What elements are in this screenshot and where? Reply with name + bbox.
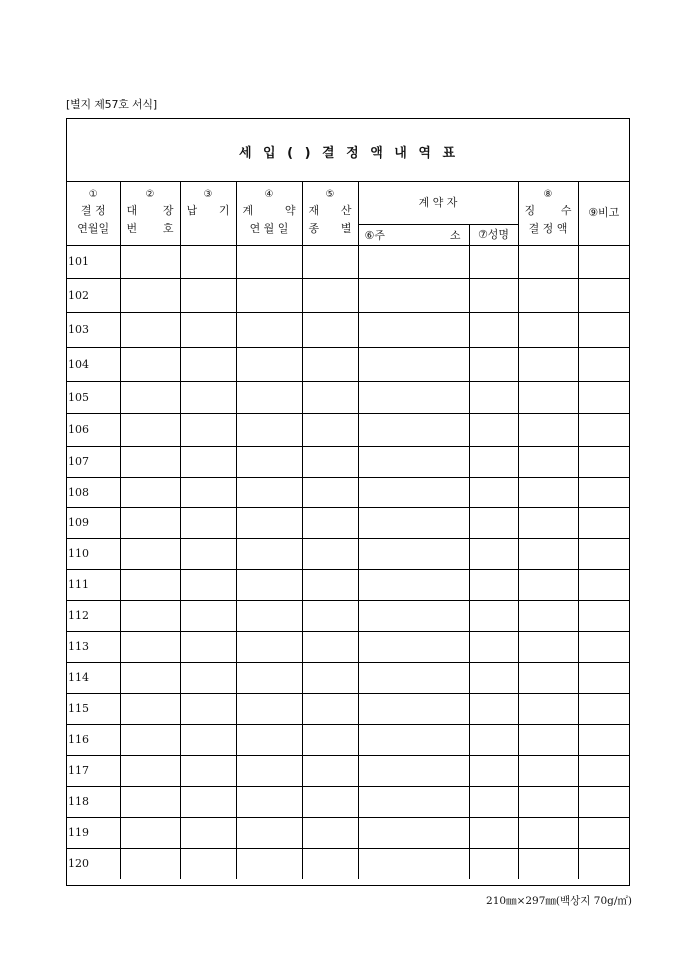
- row-number[interactable]: 120: [67, 848, 120, 879]
- table-cell[interactable]: [469, 446, 518, 477]
- table-cell[interactable]: [578, 446, 629, 477]
- table-cell[interactable]: [358, 848, 469, 879]
- table-cell[interactable]: [469, 569, 518, 600]
- table-row: [67, 848, 629, 879]
- table-cell[interactable]: [302, 278, 358, 312]
- table-cell[interactable]: [302, 413, 358, 446]
- table-cell[interactable]: [518, 507, 578, 538]
- table-cell[interactable]: [469, 413, 518, 446]
- row-number[interactable]: 113: [67, 631, 120, 662]
- header-address: ⑥주 소: [358, 224, 469, 245]
- table-cell[interactable]: [180, 477, 236, 507]
- table-cell[interactable]: [120, 538, 180, 569]
- table-cell[interactable]: [180, 786, 236, 817]
- table-cell[interactable]: [120, 569, 180, 600]
- detail-table: [67, 182, 629, 879]
- table-cell[interactable]: [236, 631, 302, 662]
- table-cell[interactable]: [120, 278, 180, 312]
- table-cell[interactable]: [518, 538, 578, 569]
- table-cell[interactable]: [518, 786, 578, 817]
- table-cell[interactable]: [469, 786, 518, 817]
- table-cell[interactable]: [236, 507, 302, 538]
- table-cell[interactable]: [518, 662, 578, 693]
- table-cell[interactable]: [236, 569, 302, 600]
- table-row: [67, 631, 629, 662]
- row-number[interactable]: 106: [67, 413, 120, 446]
- table-cell[interactable]: [358, 786, 469, 817]
- table-cell[interactable]: [469, 693, 518, 724]
- table-cell[interactable]: [469, 312, 518, 347]
- table-cell[interactable]: [236, 693, 302, 724]
- table-cell[interactable]: [518, 631, 578, 662]
- table-cell[interactable]: [120, 312, 180, 347]
- table-cell[interactable]: [578, 413, 629, 446]
- table-cell[interactable]: [518, 312, 578, 347]
- row-number[interactable]: 102: [67, 278, 120, 312]
- form-sheet: [66, 118, 630, 886]
- row-number[interactable]: 111: [67, 569, 120, 600]
- table-cell[interactable]: [236, 848, 302, 879]
- table-cell[interactable]: [518, 569, 578, 600]
- table-cell[interactable]: [120, 724, 180, 755]
- table-cell[interactable]: [120, 848, 180, 879]
- table-cell[interactable]: [518, 381, 578, 413]
- table-cell[interactable]: [180, 245, 236, 278]
- table-row: [67, 693, 629, 724]
- table-cell[interactable]: [236, 755, 302, 786]
- table-cell[interactable]: [236, 786, 302, 817]
- table-cell[interactable]: [518, 724, 578, 755]
- table-cell[interactable]: [180, 507, 236, 538]
- header-remarks: ⑨비고: [578, 182, 629, 245]
- row-number[interactable]: 118: [67, 786, 120, 817]
- table-cell[interactable]: [358, 245, 469, 278]
- header-name: ⑦성명: [469, 224, 518, 245]
- table-cell[interactable]: [469, 631, 518, 662]
- table-cell[interactable]: [180, 278, 236, 312]
- table-cell[interactable]: [358, 631, 469, 662]
- table-row: [67, 347, 629, 381]
- table-cell[interactable]: [236, 413, 302, 446]
- row-number[interactable]: 117: [67, 755, 120, 786]
- table-cell[interactable]: [578, 569, 629, 600]
- table-cell[interactable]: [518, 817, 578, 848]
- table-cell[interactable]: [120, 662, 180, 693]
- header-ledger-number: ② 대 장 번 호: [120, 182, 180, 245]
- table-cell[interactable]: [302, 786, 358, 817]
- table-cell[interactable]: [236, 278, 302, 312]
- table-cell[interactable]: [578, 312, 629, 347]
- table-cell[interactable]: [469, 381, 518, 413]
- table-cell[interactable]: [120, 786, 180, 817]
- table-row: [67, 312, 629, 347]
- table-cell[interactable]: [120, 446, 180, 477]
- table-cell[interactable]: [469, 662, 518, 693]
- table-cell[interactable]: [358, 662, 469, 693]
- table-cell[interactable]: [180, 381, 236, 413]
- table-cell[interactable]: [358, 477, 469, 507]
- table-cell[interactable]: [469, 600, 518, 631]
- table-cell[interactable]: [358, 600, 469, 631]
- table-cell[interactable]: [469, 724, 518, 755]
- table-cell[interactable]: [236, 538, 302, 569]
- table-cell[interactable]: [180, 848, 236, 879]
- table-row: [67, 786, 629, 817]
- table-cell[interactable]: [469, 817, 518, 848]
- header-contractor: 계 약 자: [358, 182, 518, 224]
- table-cell[interactable]: [518, 693, 578, 724]
- table-row: [67, 446, 629, 477]
- table-cell[interactable]: [578, 477, 629, 507]
- table-cell[interactable]: [578, 693, 629, 724]
- table-cell[interactable]: [180, 817, 236, 848]
- table-cell[interactable]: [236, 381, 302, 413]
- table-cell[interactable]: [518, 600, 578, 631]
- row-number[interactable]: 110: [67, 538, 120, 569]
- paper-spec: 210㎜×297㎜(백상지 70g/㎡): [486, 895, 632, 907]
- table-cell[interactable]: [236, 477, 302, 507]
- table-cell[interactable]: [302, 381, 358, 413]
- table-cell[interactable]: [120, 755, 180, 786]
- table-cell[interactable]: [120, 413, 180, 446]
- table-cell[interactable]: [302, 600, 358, 631]
- table-cell[interactable]: [578, 755, 629, 786]
- table-cell[interactable]: [578, 786, 629, 817]
- row-number[interactable]: 107: [67, 446, 120, 477]
- table-cell[interactable]: [302, 693, 358, 724]
- table-cell[interactable]: [358, 755, 469, 786]
- table-cell[interactable]: [578, 381, 629, 413]
- table-cell[interactable]: [180, 755, 236, 786]
- table-cell[interactable]: [469, 347, 518, 381]
- table-row: [67, 600, 629, 631]
- table-cell[interactable]: [120, 477, 180, 507]
- table-cell[interactable]: [302, 848, 358, 879]
- table-cell[interactable]: [236, 662, 302, 693]
- table-row: [67, 278, 629, 312]
- table-cell[interactable]: [358, 724, 469, 755]
- table-cell[interactable]: [578, 848, 629, 879]
- table-cell[interactable]: [120, 600, 180, 631]
- table-cell[interactable]: [120, 631, 180, 662]
- table-cell[interactable]: [518, 413, 578, 446]
- table-cell[interactable]: [180, 312, 236, 347]
- table-cell[interactable]: [180, 724, 236, 755]
- header-collection-amount: ⑧ 징 수 결 정 액: [518, 182, 578, 245]
- table-row: [67, 507, 629, 538]
- table-cell[interactable]: [236, 724, 302, 755]
- table-cell[interactable]: [302, 631, 358, 662]
- table-row: [67, 817, 629, 848]
- table-cell[interactable]: [180, 538, 236, 569]
- header-decision-date: ① 결 정 연월일: [67, 182, 120, 245]
- table-cell[interactable]: [236, 446, 302, 477]
- row-number[interactable]: 103: [67, 312, 120, 347]
- table-cell[interactable]: [578, 538, 629, 569]
- table-cell[interactable]: [236, 347, 302, 381]
- page-title: 세 입 ( ) 결 정 액 내 역 표: [238, 146, 458, 161]
- row-number[interactable]: 109: [67, 507, 120, 538]
- table-cell[interactable]: [120, 507, 180, 538]
- table-cell[interactable]: [120, 693, 180, 724]
- table-cell[interactable]: [358, 538, 469, 569]
- table-row: [67, 662, 629, 693]
- table-cell[interactable]: [578, 278, 629, 312]
- table-cell[interactable]: [469, 538, 518, 569]
- table-cell[interactable]: [469, 755, 518, 786]
- table-cell[interactable]: [518, 245, 578, 278]
- table-cell[interactable]: [180, 662, 236, 693]
- table-cell[interactable]: [236, 312, 302, 347]
- table-cell[interactable]: [518, 278, 578, 312]
- table-cell[interactable]: [302, 662, 358, 693]
- table-cell[interactable]: [302, 477, 358, 507]
- table-cell[interactable]: [302, 347, 358, 381]
- table-cell[interactable]: [518, 446, 578, 477]
- table-cell[interactable]: [180, 569, 236, 600]
- row-number[interactable]: 101: [67, 245, 120, 278]
- table-row: [67, 477, 629, 507]
- row-number[interactable]: 112: [67, 600, 120, 631]
- row-number[interactable]: 119: [67, 817, 120, 848]
- table-row: [67, 755, 629, 786]
- table-cell[interactable]: [236, 600, 302, 631]
- table-cell[interactable]: [358, 446, 469, 477]
- table-cell[interactable]: [518, 477, 578, 507]
- table-cell[interactable]: [236, 817, 302, 848]
- table-cell[interactable]: [358, 347, 469, 381]
- table-cell[interactable]: [469, 477, 518, 507]
- table-cell[interactable]: [302, 724, 358, 755]
- table-cell[interactable]: [120, 381, 180, 413]
- table-cell[interactable]: [578, 245, 629, 278]
- table-row: [67, 381, 629, 413]
- data-rows: [67, 245, 629, 879]
- row-number[interactable]: 114: [67, 662, 120, 693]
- table-cell[interactable]: [358, 507, 469, 538]
- table-cell[interactable]: [469, 848, 518, 879]
- table-cell[interactable]: [302, 245, 358, 278]
- table-cell[interactable]: [578, 724, 629, 755]
- table-cell[interactable]: [358, 413, 469, 446]
- table-cell[interactable]: [469, 507, 518, 538]
- row-number[interactable]: 116: [67, 724, 120, 755]
- table-cell[interactable]: [302, 446, 358, 477]
- row-number[interactable]: 104: [67, 347, 120, 381]
- table-cell[interactable]: [469, 245, 518, 278]
- table-cell[interactable]: [302, 569, 358, 600]
- table-cell[interactable]: [358, 278, 469, 312]
- table-cell[interactable]: [578, 507, 629, 538]
- table-cell[interactable]: [180, 693, 236, 724]
- row-number[interactable]: 105: [67, 381, 120, 413]
- table-cell[interactable]: [358, 381, 469, 413]
- table-cell[interactable]: [120, 347, 180, 381]
- table-cell[interactable]: [302, 507, 358, 538]
- table-cell[interactable]: [302, 538, 358, 569]
- header-due-date: ③ 납 기: [180, 182, 236, 245]
- table-cell[interactable]: [358, 817, 469, 848]
- table-cell[interactable]: [518, 347, 578, 381]
- table-cell[interactable]: [120, 817, 180, 848]
- table-row: [67, 245, 629, 278]
- table-row: [67, 569, 629, 600]
- table-cell[interactable]: [302, 817, 358, 848]
- header-property-type: ⑤ 재 산 종 별: [302, 182, 358, 245]
- row-number[interactable]: 108: [67, 477, 120, 507]
- table-row: [67, 724, 629, 755]
- table-row: [67, 538, 629, 569]
- table-cell[interactable]: [518, 755, 578, 786]
- table-cell[interactable]: [578, 662, 629, 693]
- table-cell[interactable]: [358, 693, 469, 724]
- table-row: [67, 413, 629, 446]
- table-cell[interactable]: [302, 755, 358, 786]
- title-box: [67, 119, 629, 182]
- table-cell[interactable]: [358, 569, 469, 600]
- table-cell[interactable]: [180, 631, 236, 662]
- table-cell[interactable]: [358, 312, 469, 347]
- table-cell[interactable]: [302, 312, 358, 347]
- table-cell[interactable]: [180, 600, 236, 631]
- table-cell[interactable]: [578, 631, 629, 662]
- row-number[interactable]: 115: [67, 693, 120, 724]
- table-cell[interactable]: [180, 413, 236, 446]
- form-label: [별지 제57호 서식]: [66, 98, 157, 111]
- table-cell[interactable]: [469, 278, 518, 312]
- table-cell[interactable]: [180, 446, 236, 477]
- table-cell[interactable]: [236, 245, 302, 278]
- table-cell[interactable]: [578, 347, 629, 381]
- table-cell[interactable]: [180, 347, 236, 381]
- header-contract-date: ④ 계 약 연 월 일: [236, 182, 302, 245]
- table-cell[interactable]: [518, 848, 578, 879]
- table-cell[interactable]: [120, 245, 180, 278]
- table-cell[interactable]: [578, 817, 629, 848]
- table-cell[interactable]: [578, 600, 629, 631]
